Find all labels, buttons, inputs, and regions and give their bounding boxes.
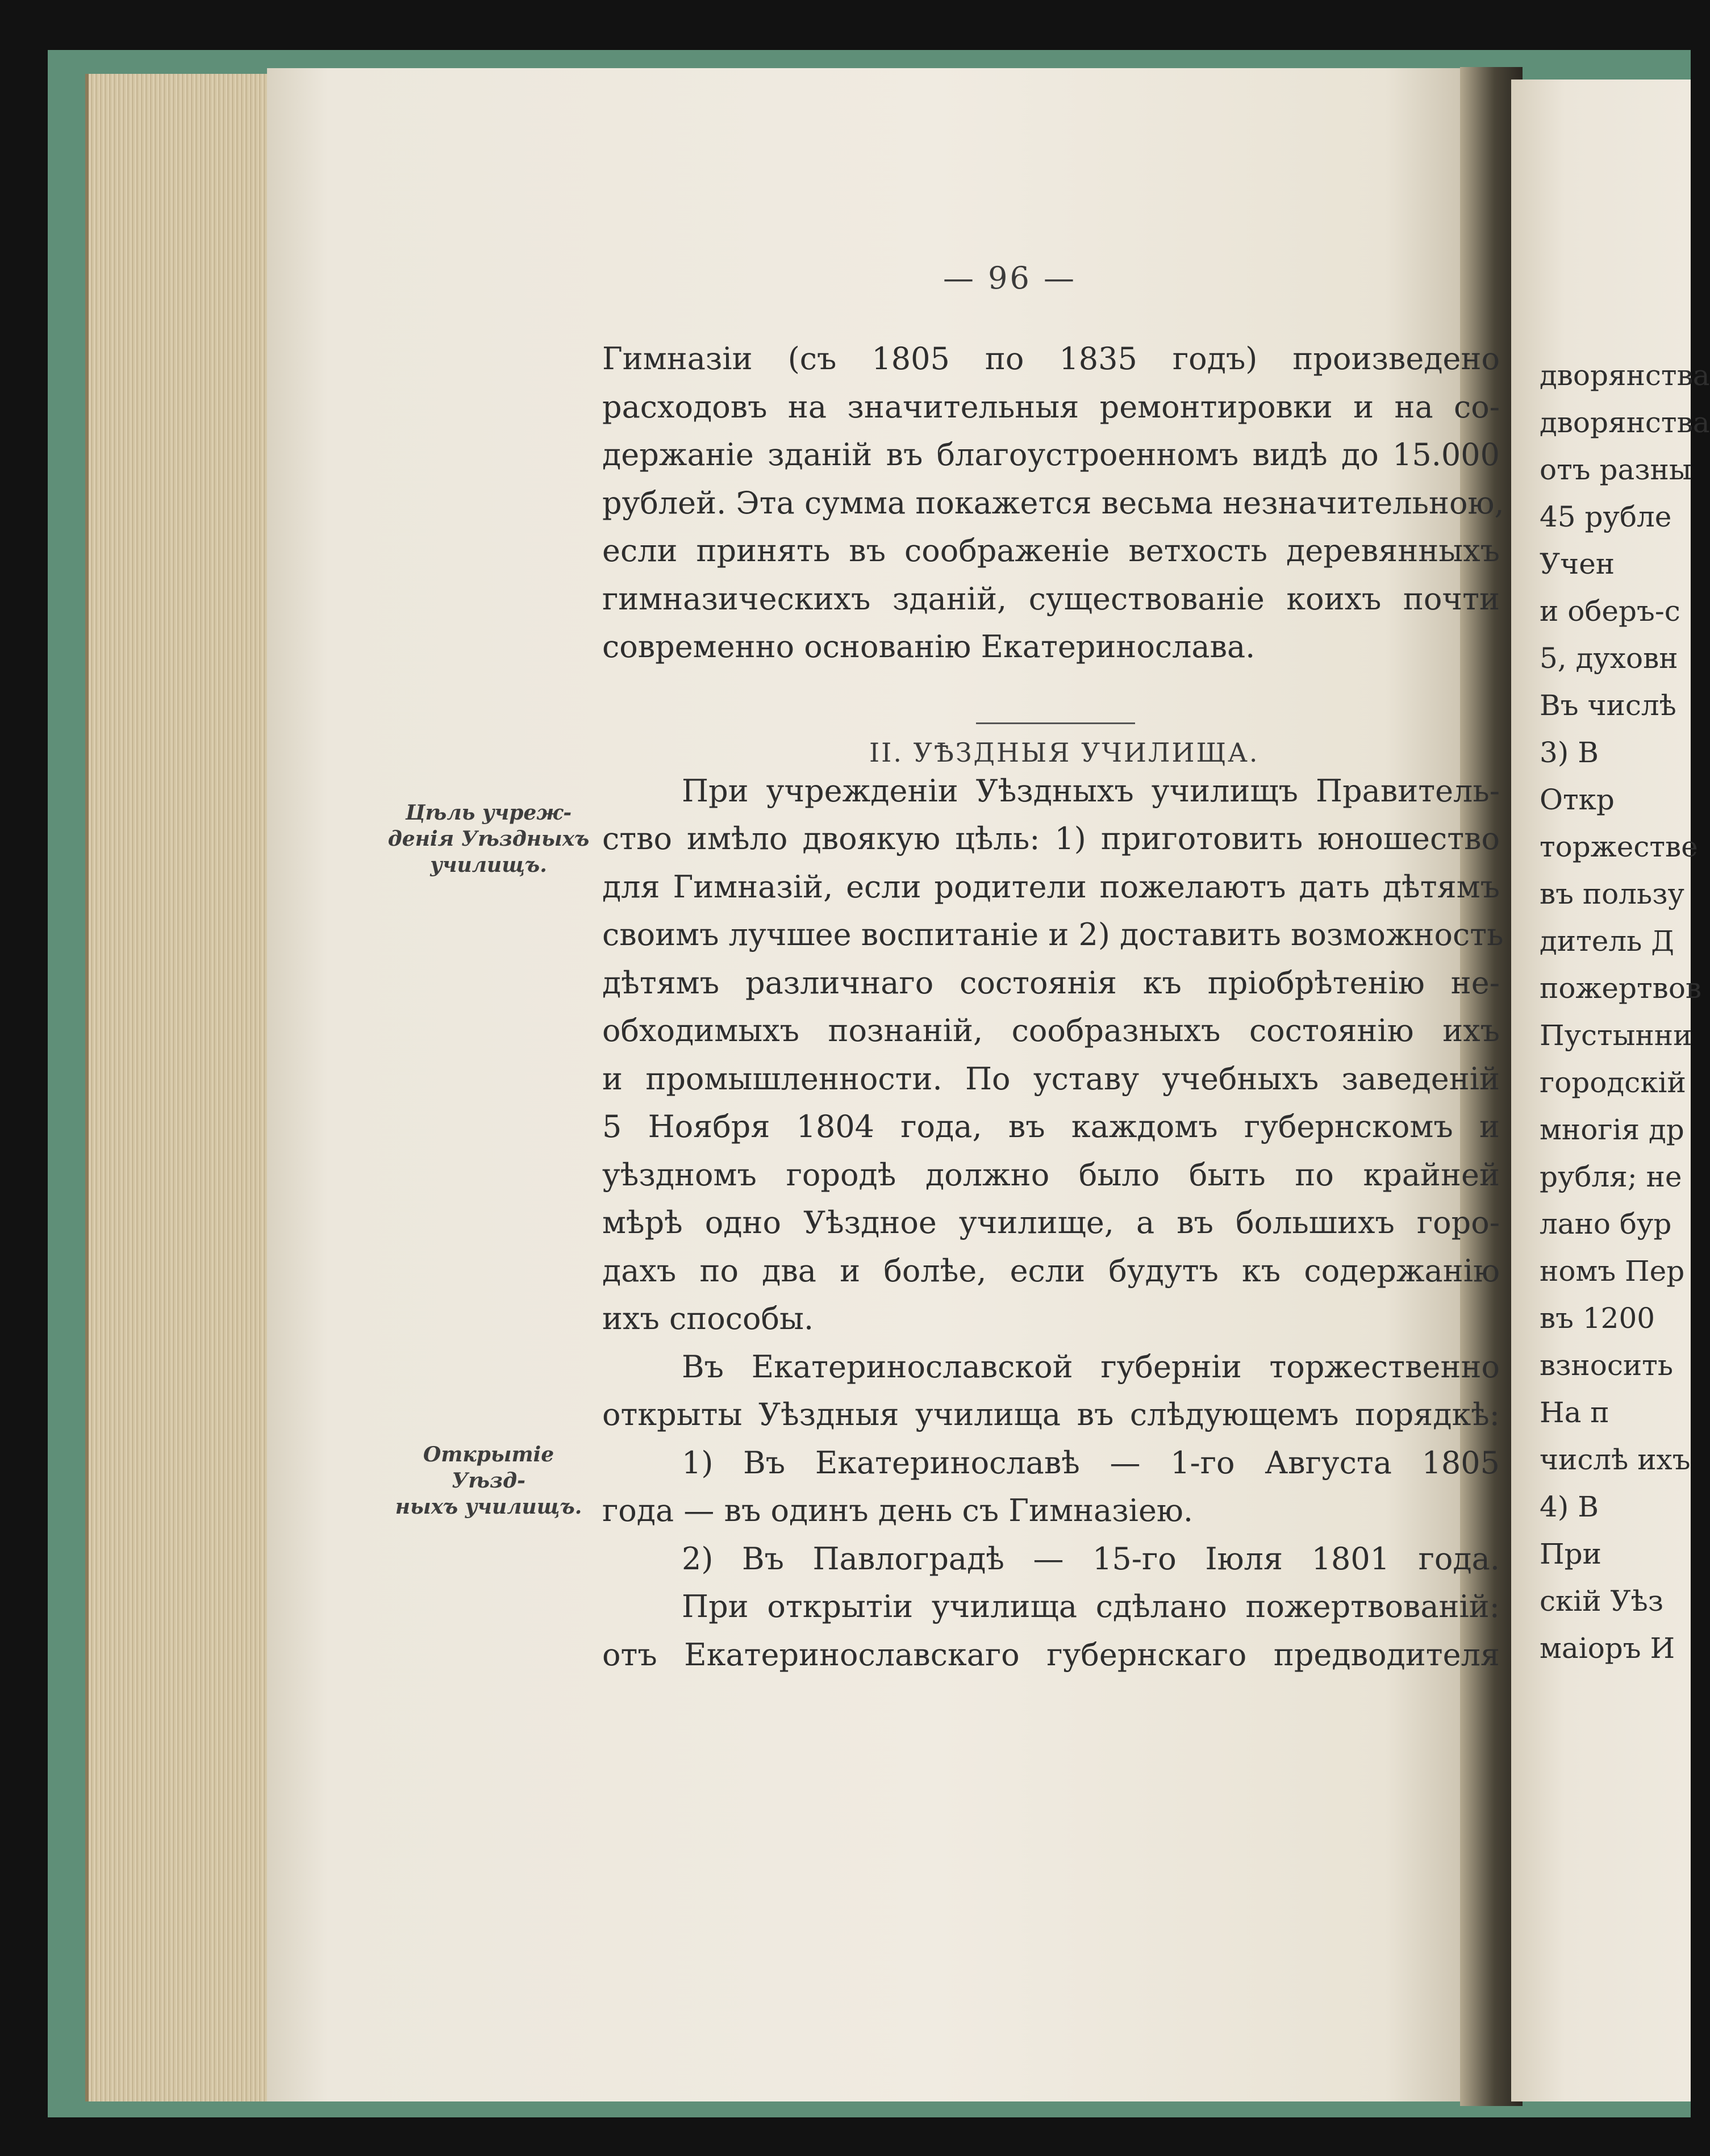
text-line: если принять въ соображеніе ветхость деревянныхъ — [602, 533, 1500, 569]
text-line: расходовъ на значительныя ремонтировки и на со- — [602, 388, 1500, 425]
text-line: гимназическихъ зданій, существованіе коихъ почти — [602, 580, 1500, 617]
text-line: открыты Уѣздныя училища въ слѣдующемъ порядкѣ: — [602, 1397, 1500, 1432]
margin-note-purpose: Цѣль учреж- денія Уѣздныхъ училищъ. — [387, 801, 590, 877]
text-line: года — въ одинъ день съ Гимназіею. — [602, 1493, 1194, 1528]
text-line: При учрежденіи Уѣздныхъ училищъ Правитель- — [682, 772, 1500, 809]
text-line: 1) Въ Екатеринославѣ — 1-го Августа 1805 — [682, 1444, 1500, 1481]
text-line: Въ Екатеринославской губерніи торжественно — [682, 1348, 1500, 1385]
text-line: держаніе зданій въ благоустроенномъ видѣ до 15.000 — [602, 437, 1500, 473]
text-line: рублей. Эта сумма покажется весьма незначительною, — [602, 484, 1504, 521]
text-line: Гимназіи (съ 1805 по 1835 годъ) произведено — [602, 341, 1500, 377]
main-text — [602, 335, 1504, 1679]
next-page-text: дворянства дворянства отъ разны 45 рубле Учен и оберъ-с 5, духовн Въ числѣ 3) В Откр торжестве въ пользу дитель Д пожертвов Пустынни городскій многія др рубля; не лано бур номъ Пер въ 1200 взносить На п числѣ ихъ 4) В При скій Уѣз маіоръ И — [1540, 359, 1710, 1665]
text-line: уѣздномъ городѣ должно было быть по крайней — [602, 1156, 1500, 1193]
text-line: отъ Екатеринославскаго губернскаго предводителя — [602, 1636, 1500, 1673]
text-line: 5 Ноября 1804 года, въ каждомъ губернскомъ и — [602, 1109, 1500, 1144]
text-line: ихъ способы. — [602, 1301, 814, 1336]
section-divider — [976, 722, 1135, 724]
text-line: и промышленности. По уставу учебныхъ заведеній — [602, 1060, 1500, 1097]
text-line: обходимыхъ познаній, сообразныхъ состоянію ихъ — [602, 1013, 1500, 1048]
text-line: для Гимназій, если родители пожелаютъ дать дѣтямъ — [602, 868, 1500, 905]
page-number: — 96 — — [943, 260, 1077, 296]
text-line: мѣрѣ одно Уѣздное училище, а въ большихъ горо- — [602, 1205, 1500, 1240]
margin-note-opening: Открытіе Уѣзд- ныхъ училищъ. — [395, 1443, 582, 1519]
text-line: современно основанію Екатеринослава. — [602, 629, 1256, 665]
text-line: 2) Въ Павлоградѣ — 15-го Іюля 1801 года. — [682, 1540, 1500, 1577]
text-line: дахъ по два и болѣе, если будутъ къ содержанію — [602, 1252, 1500, 1289]
section-heading: II. УѢЗДНЫЯ УЧИЛИЩА. — [869, 737, 1259, 768]
text-line: своимъ лучшее воспитаніе и 2) доставить возможность — [602, 917, 1504, 952]
text-line: дѣтямъ различнаго состоянія къ пріобрѣтенію не- — [602, 964, 1500, 1001]
text-line: При открытіи училища сдѣлано пожертвованій: — [682, 1589, 1500, 1624]
text-line: ство имѣло двоякую цѣль: 1) приготовить юношество — [602, 821, 1500, 856]
